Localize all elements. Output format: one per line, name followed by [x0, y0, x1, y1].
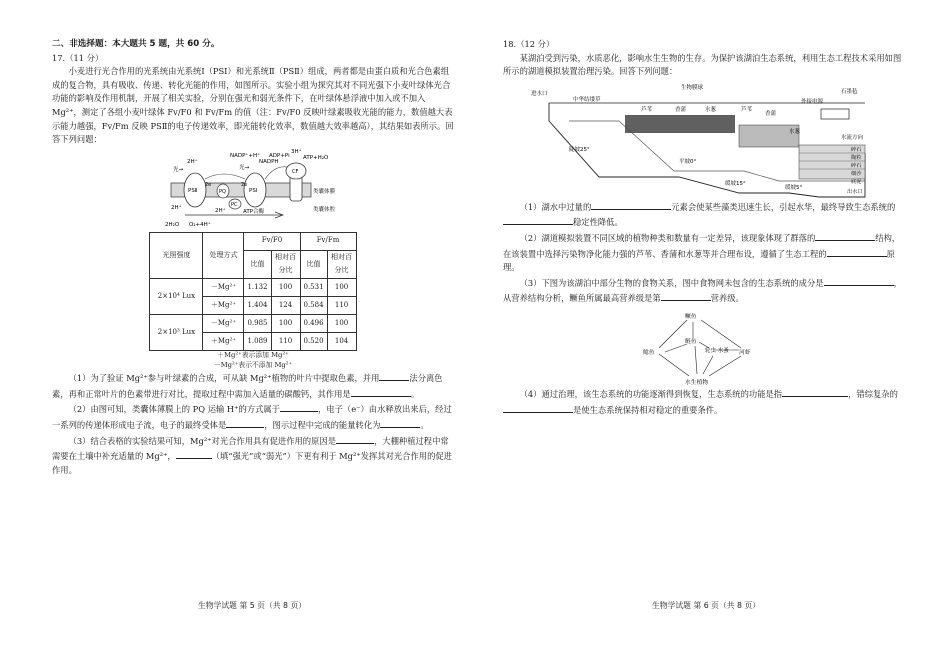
- h-top-label: 3H⁺: [291, 148, 302, 155]
- biofilm-label: 生物膜球: [681, 84, 704, 91]
- nianyu-label: 鲶鱼: [643, 349, 655, 356]
- th-fvfm: Fv/Fm: [300, 232, 356, 250]
- cell-r1: 100: [271, 278, 300, 296]
- onion1-label: 水葱: [705, 106, 717, 113]
- gravel-label: 碎石: [851, 146, 862, 153]
- q17-header: 17.（11 分）: [52, 52, 104, 63]
- cell-treat: －Mg²⁺: [203, 278, 244, 296]
- flat-label: 平坡0°: [679, 158, 697, 165]
- q18-4: （4）通过治理，该生态系统的功能逐渐得到恢复，生态系统的功能是指 ，错综复杂的是使生态系统保持相对稳定的重要条件。: [503, 386, 905, 417]
- th-light: 光照强度: [150, 232, 203, 278]
- table-note-1: ＋Mg²⁺表示添加 Mg²⁺: [217, 350, 289, 359]
- answer-blank[interactable]: [226, 417, 264, 428]
- cell-treat: －Mg²⁺: [203, 314, 244, 332]
- q18-intro: 某湖泊受到污染，水质恶化，影响水生生物的生存。为保护该湖泊生态系统，利用生态工程技术采用如图所示的湖道模拟装置治理污染。回答下列问题：: [503, 52, 902, 77]
- answer-blank[interactable]: [351, 386, 411, 397]
- thylakoid-diagram-svg: [155, 149, 351, 229]
- answer-blank[interactable]: [379, 370, 409, 381]
- section-heading: 二、非选择题：本大题共 5 题，共 60 分。: [52, 39, 220, 49]
- q17-3: （3）结合表格的实验结果可知，Mg²⁺对光合作用具有促进作用的原因是 ，大棚种植过程中常需要在土壤中补充适量的 Mg²⁺， （填“强光”或“弱光”）下更有利于 Mg²⁺发挥其对光合作用的促进作用。: [52, 433, 454, 478]
- left-page: [52, 38, 454, 477]
- light1-label: 光→: [173, 166, 184, 173]
- q17-2: （2）由图可知，类囊体薄膜上的 PQ 运输 H⁺的方式属于 ，电子（e⁻）由水释放出来后，经过一系列的传递体形成电子流，电子的最终受体是 ，图示过程中完成的能量转化为 。: [52, 401, 454, 432]
- cell-v2: 0.531: [300, 278, 327, 296]
- h2-top-label: 2H⁺: [187, 158, 198, 165]
- th-rel1: 相对百分比: [271, 250, 300, 278]
- o2-label: O₂+4H⁺: [189, 221, 211, 228]
- cell-r1: 124: [271, 296, 300, 314]
- cell-v1: 0.985: [244, 314, 271, 332]
- cell-r1: 100: [271, 314, 300, 332]
- answer-blank[interactable]: [661, 290, 711, 301]
- cell-r2: 100: [327, 278, 356, 296]
- slope25-label: 陡坡25°: [569, 146, 590, 153]
- q18-header: 18.（12 分）: [503, 39, 555, 49]
- e2-label: 2e: [241, 181, 248, 188]
- psii-label: PSⅡ: [188, 187, 198, 194]
- plants-label: 水生植物: [685, 379, 709, 386]
- footer-right: 生物学试题 第 6 页（共 8 页）: [652, 601, 761, 610]
- cell-v2: 0.584: [300, 296, 327, 314]
- answer-blank[interactable]: [591, 199, 671, 210]
- cell-r1: 110: [271, 332, 300, 350]
- e1-label: 2e: [205, 181, 212, 188]
- h-left-label: 2H⁺: [171, 204, 182, 211]
- cell-v2: 0.496: [300, 314, 327, 332]
- table-row: [150, 278, 356, 296]
- nadph-in-label: NADP⁺+H⁺: [230, 152, 260, 159]
- answer-blank[interactable]: [827, 246, 887, 257]
- answer-blank[interactable]: [815, 230, 875, 241]
- cf-label: CF: [292, 168, 299, 175]
- cell-treat: ＋Mg²⁺: [203, 332, 244, 350]
- answer-blank[interactable]: [336, 433, 374, 444]
- atp-in-label: ADP+Pi: [269, 152, 290, 159]
- graphite-label: 石墨毡: [841, 88, 858, 95]
- lake-device-diagram: [529, 81, 879, 199]
- reed2-label: 芦苇: [741, 106, 753, 113]
- subsoil-label: 底泥: [851, 178, 862, 185]
- power-label: 外接电源: [801, 98, 824, 105]
- cell-light: 2×10⁴ Lux: [150, 278, 203, 314]
- nadph-label: NADPH: [259, 158, 279, 165]
- q18-2: （2）湖道模拟装置不同区域的植物种类和数量有一定差异，该现象体现了群落的 结构，在该装置中选择污染物净化能力强的芦苇、香蒲和水葱等并合理布设，遵循了生态工程的 原理。: [503, 230, 905, 275]
- table-row: [150, 314, 356, 332]
- th-treat: 处理方式: [203, 232, 244, 278]
- footer-left: 生物学试题 第 5 页（共 8 页）: [198, 601, 307, 610]
- answer-blank[interactable]: [380, 417, 420, 428]
- atp-synthase-label: ATP合酶: [243, 208, 265, 215]
- cell-r2: 110: [327, 296, 356, 314]
- cell-v1: 1.132: [244, 278, 271, 296]
- outlet-label: 出水口: [847, 188, 863, 195]
- ceramsite-label: 陶粒: [851, 154, 862, 161]
- food-web-diagram: [629, 308, 779, 386]
- answer-blank[interactable]: [176, 448, 212, 459]
- thylakoid-diagram: [155, 149, 351, 229]
- cell-light: 2×10³ Lux: [150, 314, 203, 350]
- lumen-label: 类囊体腔: [313, 206, 336, 213]
- q17-1: （1）为了验证 Mg²⁺参与叶绿素的合成，可从缺 Mg²⁺植物的叶片中提取色素，并用 法分离色素，再和正常叶片的色素带进行对比，提取过程中需加入适量的碳酸钙，其作用是 。: [52, 370, 454, 401]
- th-val2: 比值: [300, 250, 327, 278]
- reed1-label: 芦苇: [641, 106, 653, 113]
- h-mid-label: 2H⁺: [215, 207, 226, 214]
- membrane-label: 类囊体膜: [313, 188, 336, 195]
- answer-blank[interactable]: [824, 275, 894, 286]
- th-fvf0: Fv/F0: [244, 232, 300, 250]
- fluorescence-table: [149, 232, 356, 351]
- lianyu-label: 鲢鱼: [685, 338, 697, 345]
- q18-1: （1）湖水中过量的 元素会使某些藻类迅速生长，引起水华，最终导致生态系统的稳定性降低。: [503, 199, 905, 230]
- cell-r2: 100: [327, 314, 356, 332]
- q17-intro: 小麦进行光合作用的光系统由光系统Ⅰ（PSⅠ）和光系统Ⅱ（PSⅡ）组成，两者都是由蛋白质和光合色素组成的复合物，具有吸收、传递、转化光能的作用，如图所示。实验小组为探究其对不同光强下小麦叶绿体光合功能的影响及作用机制，开展了相关实验，分别在强光和弱光条件下，在叶绿体悬浮液中加入或不加入 Mg²⁺，测定了各组小麦叶绿体 Fv/F0 和 Fv/Fm 的值（注：Fv/F0 反映叶绿素吸收光能的能力，数值越大表示能力越强，Fv/Fm 反映 PSⅡ的电子传递效率，即光能转化效率，数值越大效率越高），其结果如表所示。回答下列问题：: [52, 66, 454, 145]
- right-page: [503, 38, 905, 417]
- cattail1-label: 香蒲: [675, 106, 687, 113]
- gravel2-label: 碎石: [851, 162, 862, 169]
- cattail2-label: 香蒲: [765, 110, 777, 117]
- cell-treat: ＋Mg²⁺: [203, 296, 244, 314]
- h2o-label: 2H₂O: [165, 221, 180, 228]
- atp-out-label: ATP+H₂O: [303, 154, 329, 161]
- answer-blank[interactable]: [503, 214, 573, 225]
- zooplankton-label: 轮虫 水蚤: [705, 347, 729, 354]
- flow-label: 水流方向: [841, 134, 864, 141]
- pq-label: PQ: [219, 188, 226, 195]
- th-val1: 比值: [244, 250, 271, 278]
- answer-blank[interactable]: [782, 386, 848, 397]
- slope15-label: 缓坡15°: [725, 180, 746, 187]
- table-note-2: －Mg²⁺表示不添加 Mg²⁺: [213, 360, 293, 369]
- guiyu-label: 鳜鱼: [685, 313, 697, 320]
- th-rel2: 相对百分比: [327, 250, 356, 278]
- sand-label: 细沙: [851, 170, 862, 177]
- answer-blank[interactable]: [280, 401, 318, 412]
- slope5-label: 缓坡5°: [785, 184, 803, 191]
- cell-r2: 104: [327, 332, 356, 350]
- cell-v2: 0.520: [300, 332, 327, 350]
- q18-3: （3）下图为该湖泊中部分生物的食物关系，图中食物网未包含的生态系统的成分是 ，从营养结构分析，鳜鱼所属最高营养级是第 营养级。: [503, 275, 905, 306]
- lake-device-svg: [529, 81, 879, 199]
- cell-v1: 1.089: [244, 332, 271, 350]
- food-web-svg: [629, 308, 779, 386]
- inlet-label: 进水口: [531, 90, 548, 97]
- answer-blank[interactable]: [503, 402, 573, 413]
- cell-v1: 1.404: [244, 296, 271, 314]
- psi-label: PSⅠ: [249, 187, 258, 194]
- chironomid-label: 河虾: [739, 349, 751, 356]
- plant1-label: 中华结缕草: [573, 96, 601, 103]
- light2-label: 光→: [239, 164, 250, 171]
- onion2-label: 水葱: [789, 128, 801, 135]
- pc-label: PC: [231, 201, 238, 208]
